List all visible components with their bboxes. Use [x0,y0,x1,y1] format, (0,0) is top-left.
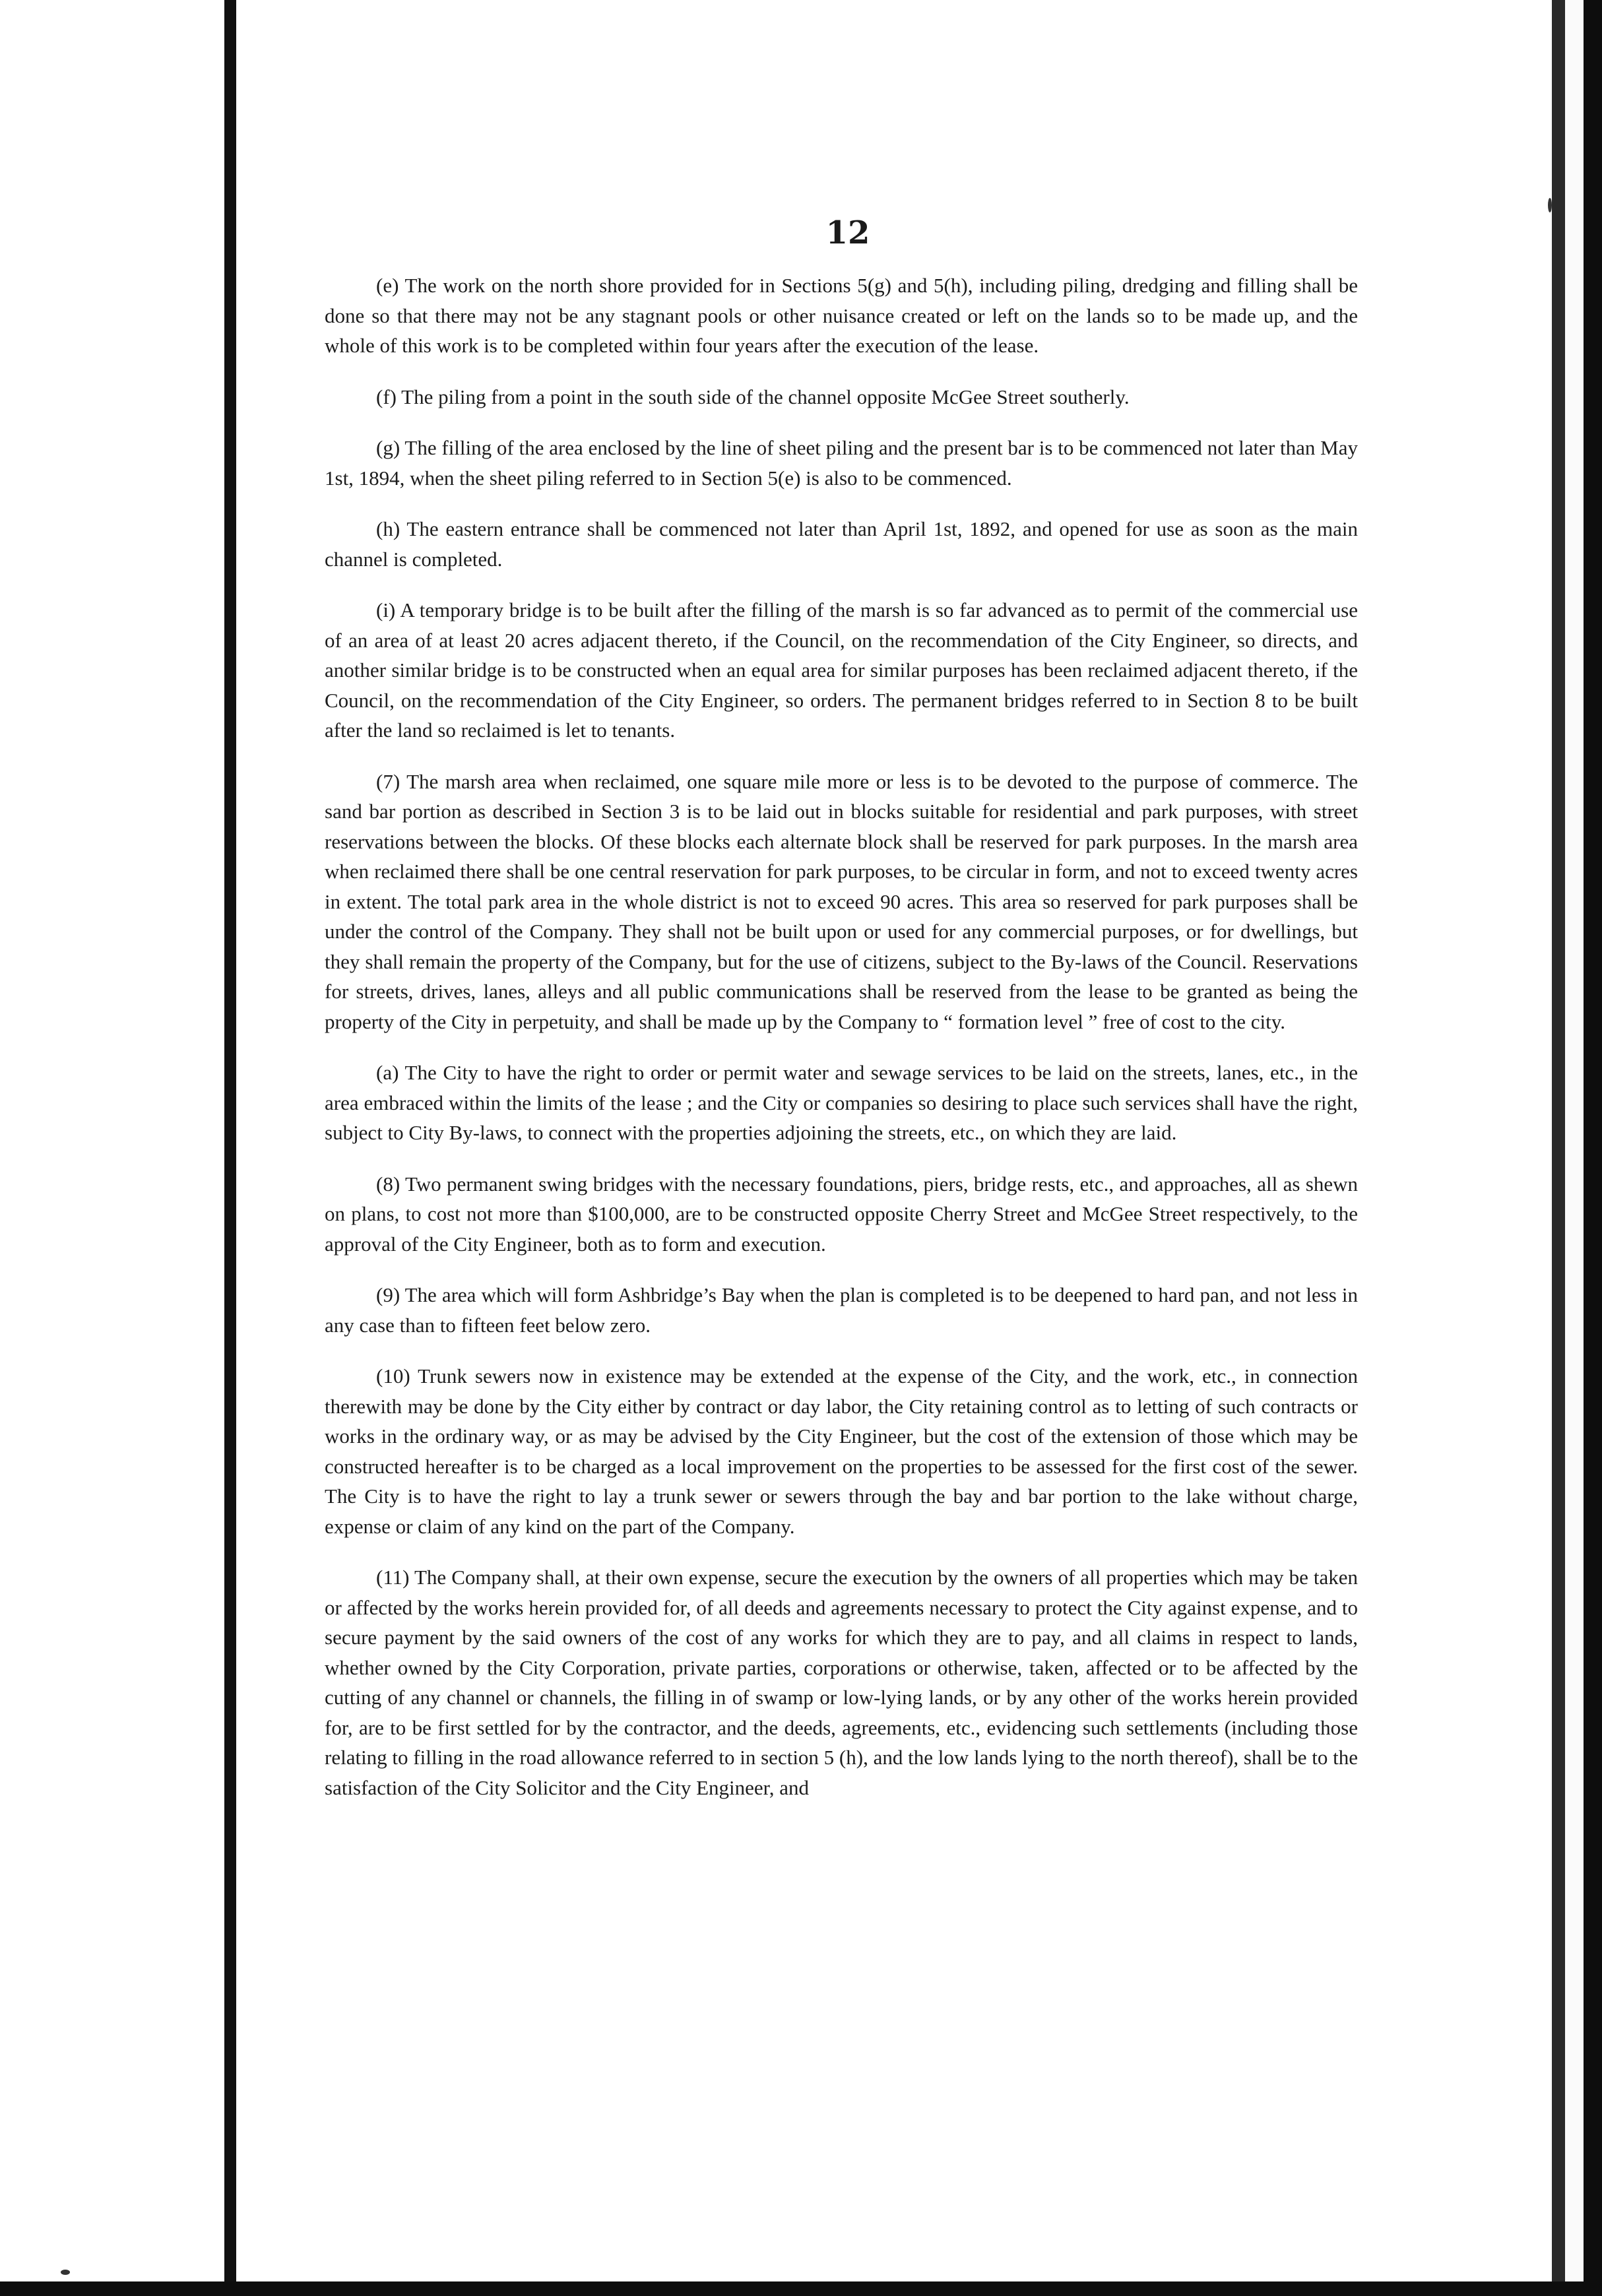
paragraph-9: (9) The area which will form Ashbridge’s Bay when the plan is completed is to be deepened to hard pan, and not less in any case than to fifteen feet below zero. [325,1283,1358,1337]
scan-border-bottom [0,2281,1602,2296]
left-margin [0,0,224,2296]
scan-border-right [1552,0,1565,2296]
paragraph-g: (g) The filling of the area enclosed by the line of sheet piling and the present bar is to be commenced not later than May 1st, 1894, when the sheet piling referred to in Section 5(e) is also to be commenced. [325,436,1358,490]
paragraph-a: (a) The City to have the right to order or permit water and sewage services to be laid on the streets, lanes, etc., in the area embraced within the limits of the lease ; and the City or companies so desiring to place such services shall have the right, subject to City By-laws, to connect with the properties adjoining the streets, etc., on which they are laid. [325,1061,1358,1144]
paragraph-e: (e) The work on the north shore provided for in Sections 5(g) and 5(h), including piling, dredging and filling shall be done so that there may not be any stagnant pools or other nuisance created or left on the lands so to be made up, and the whole of this work is to be completed within four years after the execution of the lease. [325,274,1358,357]
scan-border-left [224,0,236,2296]
page-number: 12 [825,214,870,251]
scan-speck [61,2270,70,2275]
paragraph-f: (f) The piling from a point in the south side of the channel opposite McGee Street southerly. [376,385,1130,408]
paragraph-h: (h) The eastern entrance shall be commenced not later than April 1st, 1892, and opened for use as soon as the main channel is completed. [325,517,1358,571]
paragraph-7: (7) The marsh area when reclaimed, one square mile more or less is to be devoted to the purpose of commerce. The sand bar portion as described in Section 3 is to be laid out in blocks suitable for residential and park purposes, with street reservations between the blocks. Of these blocks each alternate block shall be reserved for park purposes. In the marsh area when reclaimed there shall be one central reservation for park purposes, to be circular in form, and not to exceed twenty acres in extent. The total park area in the whole district is not to exceed 90 acres. This area so reserved for park purposes shall be under the control of the Company. They shall not be built upon or used for any commercial purposes, or for dwellings, but they shall remain the property of the Company, but for the use of citizens, subject to the By-laws of the Council. Reservations for streets, drives, lanes, alleys and all public communications shall be reserved from the lease to be granted as being the property of the City in perpetuity, and shall be made up by the Company to “ formation level ” free of cost to the city. [325,769,1358,1033]
paragraph-10: (10) Trunk sewers now in existence may be extended at the expense of the City, and the work, etc., in connection therewith may be done by the City either by contract or day labor, the City retaining control as to letting of such contracts or works in the ordinary way, or as may be advised by the City Engineer, but the cost of the extension of those which may be constructed hereafter is to be charged as a local improvement on the properties to be assessed for the first cost of the sewer. The City is to have the right to lay a trunk sewer or sewers through the bay and bar portion to the lake without charge, expense or claim of any kind on the part of the Company. [325,1364,1358,1538]
page-body [325,271,1358,1824]
paragraph-i: (i) A temporary bridge is to be built after the filling of the marsh is so far advanced as to permit of the commercial use of an area of at least 20 acres adjacent thereto, if the Council, on the recommendation of the City Engineer, so directs, and another similar bridge is to be constructed when an equal area for similar purposes has been reclaimed adjacent thereto, if the Council, on the recommendation of the City Engineer, so orders. The permanent bridges referred to in Section 8 to be built after the land so reclaimed is let to tenants. [325,598,1358,742]
paragraph-8: (8) Two permanent swing bridges with the necessary foundations, piers, bridge rests, etc., and approaches, all as shewn on plans, to cost not more than $100,000, are to be constructed opposite Cherry Street and McGee Street respectively, to the approval of the City Engineer, both as to form and execution. [325,1172,1358,1256]
paragraph-11: (11) The Company shall, at their own expense, secure the execution by the owners of all properties which may be taken or affected by the works herein provided for, of all deeds and agreements necessary to protect the City against expense, and to secure payment by the said owners of the cost of any works for which they are to pay, and all claims in respect to lands, whether owned by the City Corporation, private parties, corporations or otherwise, taken, affected or to be affected by the cutting of any channel or channels, the filling in of swamp or low-lying lands, or by any other of the works herein provided for, are to be first settled for by the contractor, and the deeds, agreements, etc., evidencing such settlements (including those relating to filling in the road allowance referred to in section 5 (h), and the low lands lying to the north thereof), shall be to the satisfaction of the City Solicitor and the City Engineer, and [325,1566,1358,1799]
scan-edge-right [1584,0,1602,2296]
scan-gap-right [1565,0,1584,2296]
scan-speck [1548,198,1552,212]
